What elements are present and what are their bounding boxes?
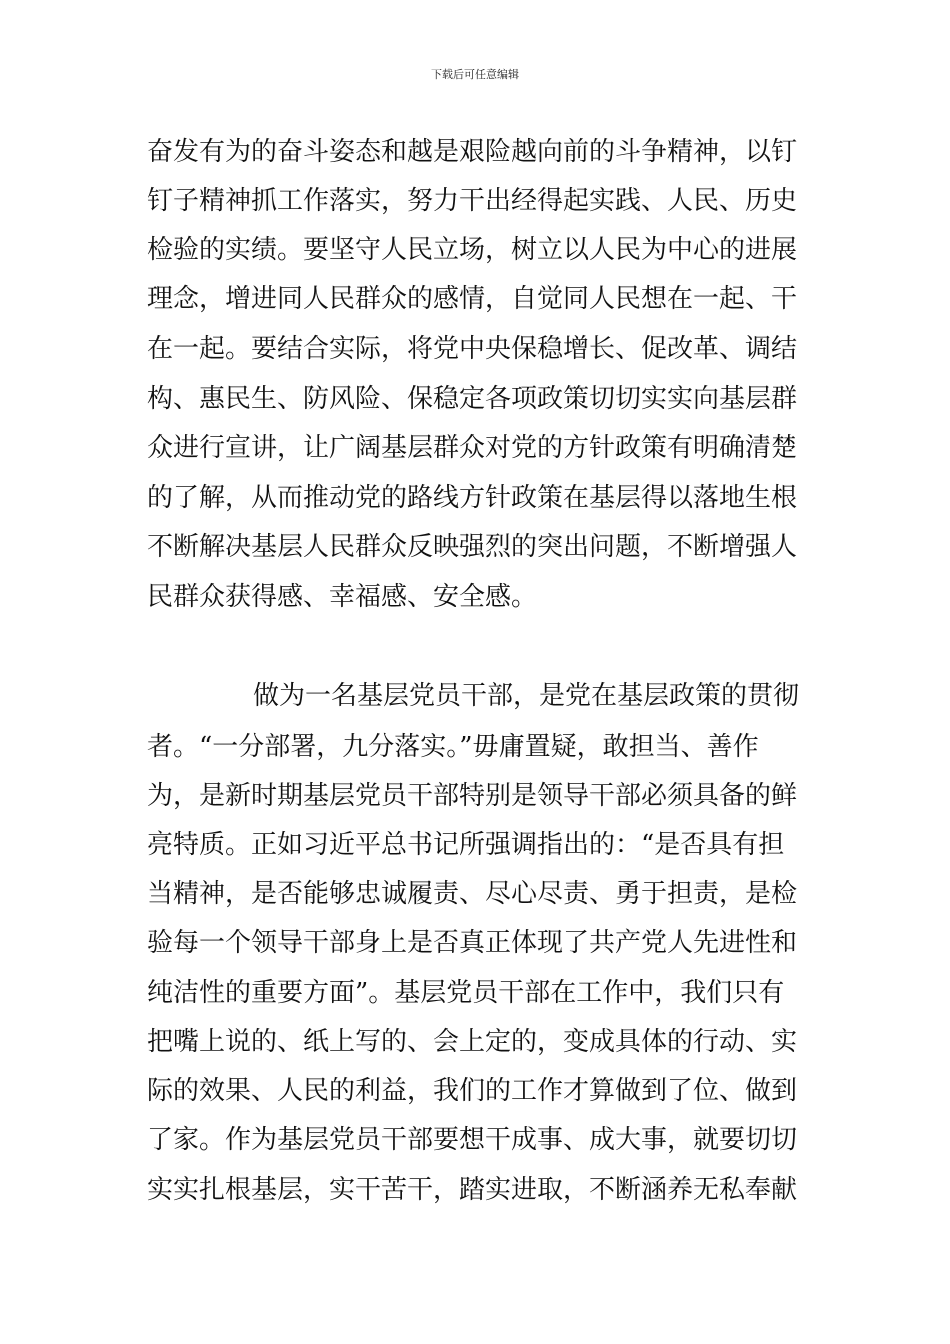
text-line: 实实扎根基层，实干苦干，踏实进取，不断涵养无私奉献 — [147, 1175, 798, 1205]
text-line: 把嘴上说的、纸上写的、会上定的，变成具体的行动、实 — [147, 1027, 798, 1057]
text-line: 在一起。要结合实际，将党中央保稳增长、促改革、调结 — [147, 334, 798, 364]
text-line: 了家。作为基层党员干部要想干成事、成大事，就要切切 — [147, 1125, 798, 1155]
text-line: 奋发有为的奋斗姿态和越是艰险越向前的斗争精神，以钉 — [147, 137, 798, 167]
text-line: 民群众获得感、幸福感、安全感。 — [147, 582, 538, 612]
text-line: 检验的实绩。要坚守人民立场，树立以人民为中心的进展 — [147, 235, 798, 265]
text-line: 构、惠民生、防风险、保稳定各项政策切切实实向基层群 — [147, 384, 798, 414]
text-line: 者。“一分部署，九分落实。”毋庸置疑，敢担当、善作 — [147, 732, 759, 762]
text-line: 的了解，从而推动党的路线方针政策在基层得以落地生根 — [147, 483, 798, 513]
text-line: 际的效果、人民的利益，我们的工作才算做到了位、做到 — [147, 1076, 798, 1106]
text-line: 验每一个领导干部身上是否真正体现了共产党人先进性和 — [147, 928, 798, 958]
text-line: 当精神，是否能够忠诚履责、尽心尽责、勇于担责，是检 — [147, 879, 798, 909]
page-header: 下载后可任意编辑 — [431, 68, 519, 81]
text-line: 钉子精神抓工作落实，努力干出经得起实践、人民、历史 — [147, 186, 798, 216]
text-line: 众进行宣讲，让广阔基层群众对党的方针政策有明确清楚 — [147, 433, 798, 463]
text-line: 做为一名基层党员干部，是党在基层政策的贯彻 — [253, 681, 800, 711]
text-line: 不断解决基层人民群众反映强烈的突出问题，不断增强人 — [147, 532, 798, 562]
text-line: 理念，增进同人民群众的感情，自觉同人民想在一起、干 — [147, 284, 798, 314]
text-line: 亮特质。正如习近平总书记所强调指出的：“是否具有担 — [147, 830, 785, 860]
text-line: 纯洁性的重要方面”。基层党员干部在工作中，我们只有 — [147, 978, 785, 1008]
text-line: 为，是新时期基层党员干部特别是领导干部必须具备的鲜 — [147, 781, 798, 811]
